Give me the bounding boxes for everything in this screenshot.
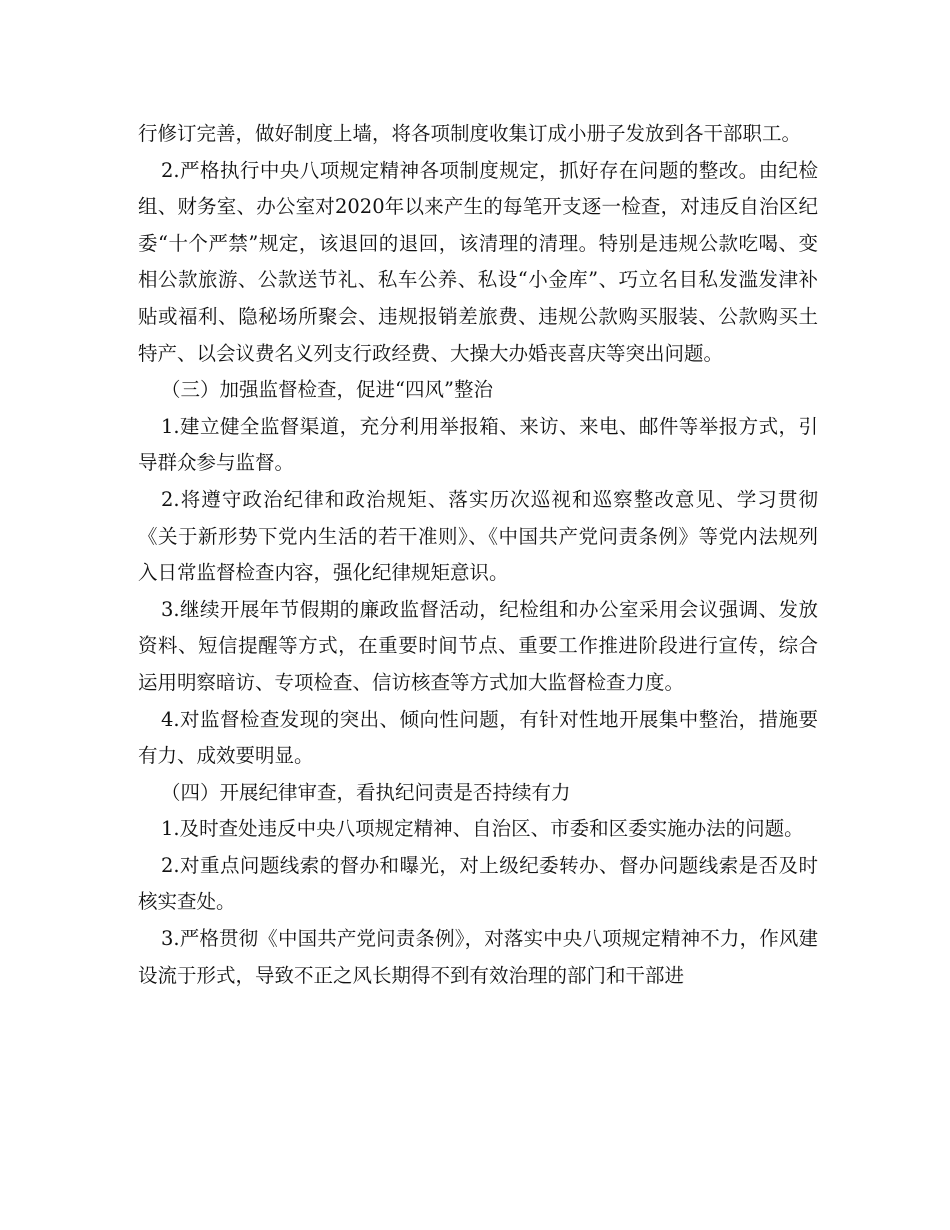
paragraph-item-3-accountability: 3.严格贯彻《中国共产党问责条例》，对落实中央八项规定精神不力，作风建设流于形式，导致不正之风长期得不到有效治理的部门和干部进 [138,927,818,987]
paragraph-item-1-investigation: 1.及时查处违反中央八项规定精神、自治区、市委和区委实施办法的问题。 [161,817,804,841]
paragraph-item-1-channels: 1.建立健全监督渠道，充分利用举报箱、来访、来电、邮件等举报方式，引导群众参与监督。 [138,414,818,475]
section-heading-4: （四）开展纪律审查，看执纪问责是否持续有力 [161,780,571,804]
paragraph-continuation: 行修订完善，做好制度上墙，将各项制度收集订成小册子发放到各干部职工。 [138,122,802,145]
paragraph-item-2-supervision-clues: 2.对重点问题线索的督办和曝光，对上级纪委转办、督办问题线索是否及时核实查处。 [138,853,818,914]
paragraph-item-4-rectification: 4.对监督检查发现的突出、倾向性问题，有针对性地开展集中整治，措施要有力、成效要明显。 [138,707,818,768]
paragraph-item-2-enforcement: 2.严格执行中央八项规定精神各项制度规定，抓好存在问题的整改。由纪检组、财务室、办公室对2020年以来产生的每笔开支逐一检查，对违反自治区纪委“十个严禁”规定，该退回的退回，该清理的清理。特别是违规公款吃喝、变相公款旅游、公款送节礼、私车公养、私设“小金库”、巧立名目私发滥发津补贴或福利、隐秘场所聚会、违规报销差旅费、违规公款购买服装、公款购买土特产、以会议费名义列支行政经费、大操大办婚丧喜庆等突出问题。 [138,158,818,365]
paragraph-item-3-holiday-supervision: 3.继续开展年节假期的廉政监督活动，纪检组和办公室采用会议强调、发放资料、短信提醒等方式，在重要时间节点、重要工作推进阶段进行宣传，综合运用明察暗访、专项检查、信访核查等方式加大监督检查力度。 [138,597,818,694]
section-heading-3: （三）加强监督检查，促进“四风”整治 [161,378,493,402]
paragraph-item-2-rules: 2.将遵守政治纪律和政治规矩、落实历次巡视和巡察整改意见、学习贯彻《关于新形势下党内生活的若干准则》、《中国共产党问责条例》等党内法规列入日常监督检查内容，强化纪律规矩意识。 [138,487,818,585]
document-body [138,116,818,994]
